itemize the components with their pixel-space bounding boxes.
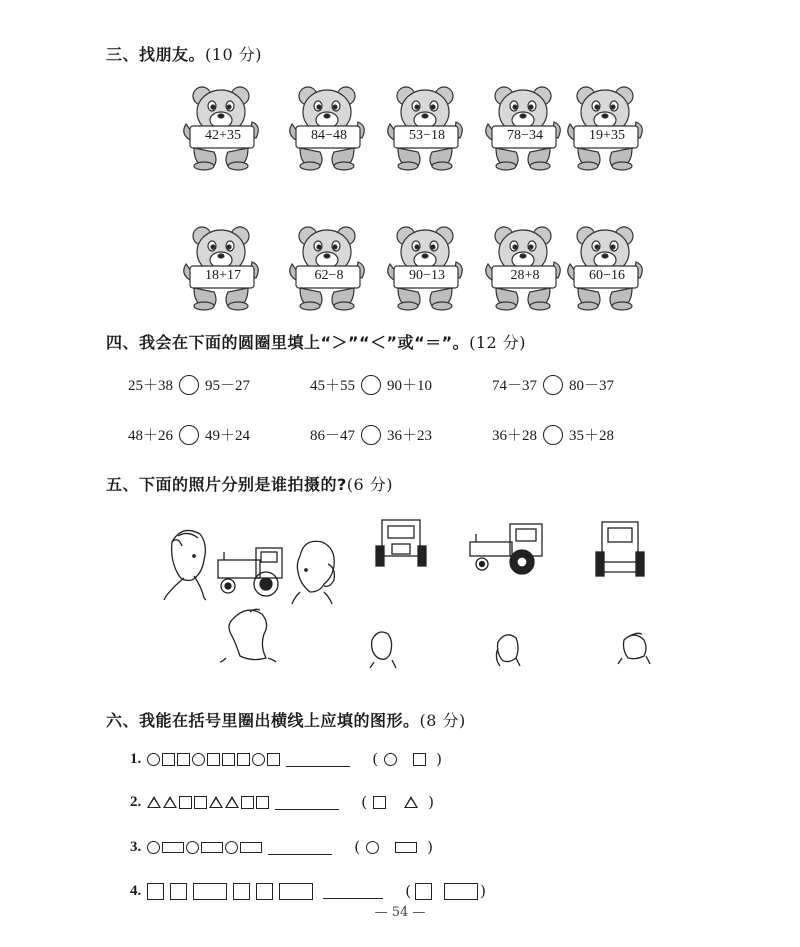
square-shape (179, 796, 192, 809)
answer-circle[interactable] (543, 375, 563, 395)
square-shape (233, 883, 250, 900)
bear-expression: 60−16 (589, 268, 625, 283)
square-shape (267, 753, 280, 766)
compare-left: 36＋28 (492, 428, 538, 444)
small-girl-head (496, 635, 520, 666)
section4-title: 四、我会在下面的圆圈里填上“＞”“＜”或“＝”。 (106, 333, 470, 352)
section3-points: (10 分) (205, 45, 262, 64)
tractor-back-view (596, 522, 644, 576)
square-option[interactable] (415, 883, 432, 900)
bear-icon (566, 222, 646, 312)
bear-icon (386, 82, 466, 172)
bear-expression: 78−34 (507, 128, 543, 143)
compare-right: 36＋23 (387, 428, 433, 444)
rectangle-shape (240, 842, 262, 853)
compare-item (492, 424, 614, 445)
section4-heading (106, 330, 526, 353)
section6-heading (106, 708, 466, 731)
pattern-row-2 (130, 793, 434, 811)
triangle-option[interactable] (404, 796, 418, 808)
bear-card[interactable] (566, 222, 646, 312)
circle-shape (192, 753, 205, 766)
bear-expression: 90−13 (409, 268, 445, 283)
tractor-figure (218, 548, 282, 596)
section3-heading (106, 42, 262, 65)
square-shape (237, 753, 250, 766)
bear-expression: 62−8 (314, 268, 344, 283)
girl-figure (292, 541, 334, 604)
compare-item (310, 424, 432, 445)
row-number: 1. (130, 750, 142, 767)
answer-circle[interactable] (543, 425, 563, 445)
circle-option[interactable] (366, 841, 379, 854)
choice-group: ( ) (372, 750, 442, 768)
answer-blank[interactable] (268, 840, 332, 855)
bear-expression: 28+8 (510, 268, 540, 283)
photo-illustration (160, 512, 660, 687)
triangle-shape (163, 796, 177, 808)
pattern-row-4 (130, 882, 486, 900)
answer-blank[interactable] (275, 795, 339, 810)
bear-card[interactable] (566, 82, 646, 172)
compare-item (128, 374, 250, 395)
square-shape (241, 796, 254, 809)
rectangle-option[interactable] (444, 883, 478, 900)
square-shape (194, 796, 207, 809)
bear-card[interactable] (484, 222, 564, 312)
square-shape (147, 883, 164, 900)
square-shape (177, 753, 190, 766)
bear-icon (484, 222, 564, 312)
row-number: 3. (130, 838, 142, 855)
page-number: — 54 — (374, 905, 426, 920)
square-shape (207, 753, 220, 766)
rectangle-shape (201, 842, 223, 853)
bear-card[interactable] (182, 82, 262, 172)
choice-group: ( ) (405, 882, 486, 900)
compare-right: 49＋24 (205, 428, 251, 444)
compare-left: 74－37 (492, 378, 538, 394)
compare-right: 90＋10 (387, 378, 433, 394)
triangle-shape (225, 796, 239, 808)
choice-group: ( ) (361, 793, 434, 811)
tractor-side-view (470, 524, 542, 574)
circle-shape (147, 841, 160, 854)
bear-expression: 53−18 (409, 128, 445, 143)
section6-points: (8 分) (419, 711, 466, 730)
compare-left: 48＋26 (128, 428, 174, 444)
row-number: 2. (130, 793, 142, 810)
compare-left: 86－47 (310, 428, 356, 444)
square-option[interactable] (413, 753, 426, 766)
compare-right: 35＋28 (569, 428, 615, 444)
compare-right: 95－27 (205, 378, 251, 394)
square-shape (162, 753, 175, 766)
compare-right: 80－37 (569, 378, 615, 394)
bear-card[interactable] (182, 222, 262, 312)
answer-circle[interactable] (361, 425, 381, 445)
section6-title: 六、我能在括号里圈出横线上应填的图形。 (106, 711, 420, 730)
choice-group: ( ) (354, 838, 433, 856)
bear-icon (288, 82, 368, 172)
circle-option[interactable] (384, 753, 397, 766)
bear-card[interactable] (386, 222, 466, 312)
bear-icon (386, 222, 466, 312)
rectangle-shape (279, 883, 313, 900)
triangle-shape (209, 796, 223, 808)
compare-left: 45＋55 (310, 378, 356, 394)
circle-shape (147, 753, 160, 766)
circle-shape (186, 841, 199, 854)
answer-circle[interactable] (179, 425, 199, 445)
bear-icon (288, 222, 368, 312)
small-back-head (618, 633, 650, 664)
bear-card[interactable] (386, 82, 466, 172)
compare-item (128, 424, 250, 445)
bear-expression: 18+17 (205, 268, 241, 283)
square-shape (256, 883, 273, 900)
section3-title: 三、找朋友。 (106, 45, 206, 64)
bear-card[interactable] (288, 82, 368, 172)
circle-shape (252, 753, 265, 766)
bear-card[interactable] (484, 82, 564, 172)
triangle-shape (147, 796, 161, 808)
pattern-row-3 (130, 838, 433, 856)
rectangle-option[interactable] (395, 842, 417, 853)
bear-expression: 19+35 (589, 128, 625, 143)
tractor-front-view (376, 520, 426, 566)
compare-item (492, 374, 614, 395)
bear-icon (182, 82, 262, 172)
bear-expression: 42+35 (205, 128, 241, 143)
bear-card[interactable] (288, 222, 368, 312)
boy-figure (164, 530, 206, 600)
square-shape (222, 753, 235, 766)
square-shape (256, 796, 269, 809)
square-option[interactable] (373, 796, 386, 809)
answer-blank[interactable] (286, 752, 350, 767)
compare-item (310, 374, 432, 395)
section5-title: 五、下面的照片分别是谁拍摄的? (106, 475, 347, 494)
answer-circle[interactable] (179, 375, 199, 395)
bear-icon (566, 82, 646, 172)
section4-points: (12 分) (469, 333, 527, 352)
bear-icon (182, 222, 262, 312)
bear-icon (484, 82, 564, 172)
answer-blank[interactable] (323, 884, 383, 899)
circle-shape (225, 841, 238, 854)
section5-points: (6 分) (346, 475, 394, 494)
pattern-row-1 (130, 750, 442, 768)
compare-left: 25＋38 (128, 378, 174, 394)
square-shape (170, 883, 187, 900)
rectangle-shape (162, 842, 184, 853)
row-number: 4. (130, 882, 142, 899)
small-boy-head (370, 632, 396, 668)
bear-expression: 84−48 (311, 128, 347, 143)
answer-circle[interactable] (361, 375, 381, 395)
rectangle-shape (193, 883, 227, 900)
section5-heading (106, 472, 393, 495)
girl-back-figure (220, 609, 276, 662)
